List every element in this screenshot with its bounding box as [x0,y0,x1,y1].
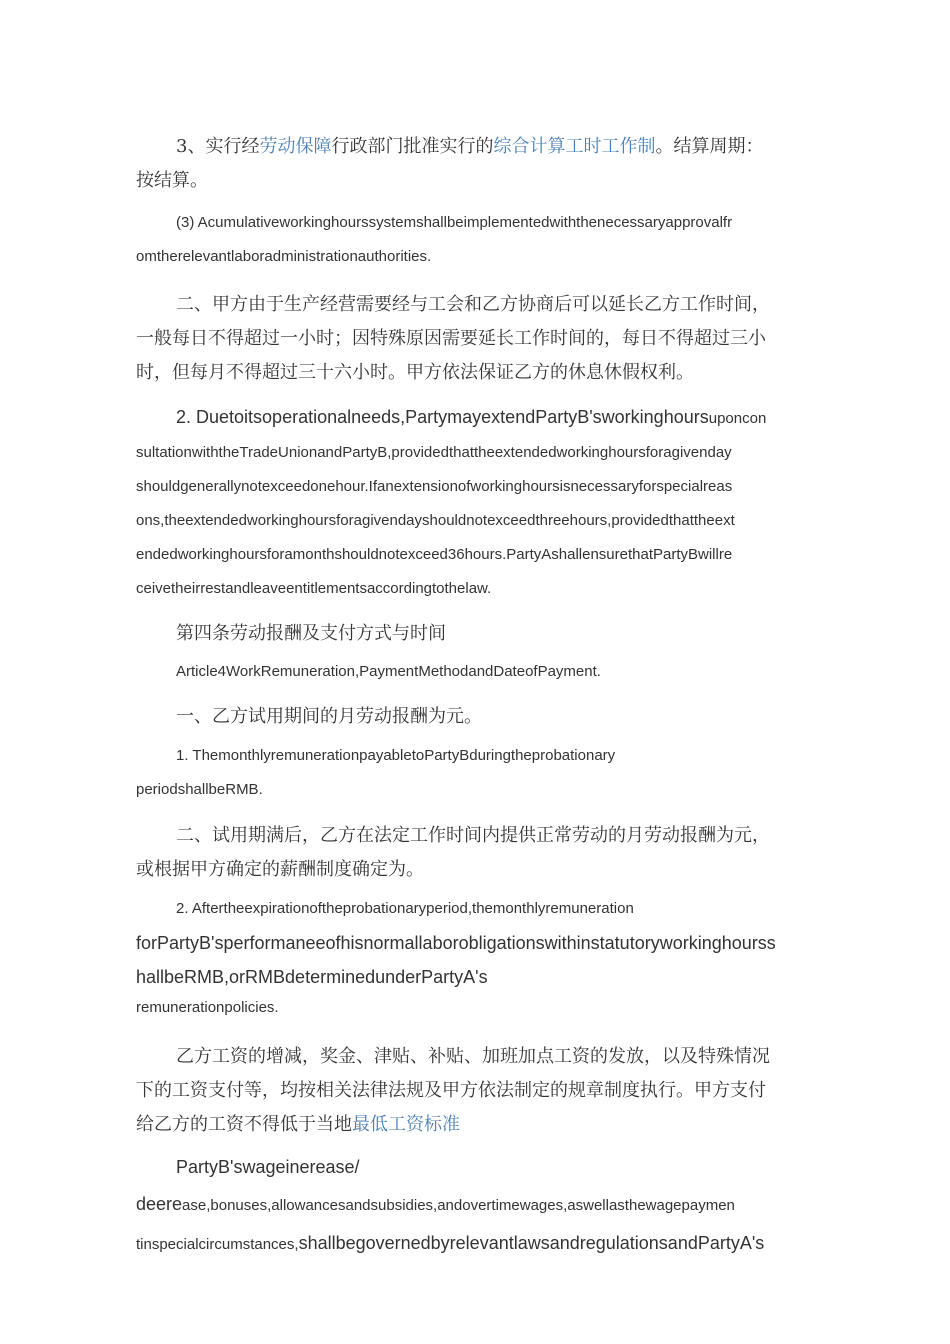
paragraph-line: 或根据甲方确定的薪酬制度确定为。 [136,859,424,880]
paragraph-working-hours-system-en [136,206,816,274]
paragraph-line: 二、试用期满后，乙方在法定工作时间内提供正常劳动的月劳动报酬为元， [176,825,770,846]
paragraph-overtime-en [136,400,816,606]
paragraph-line: 下的工资支付等，均按相关法律法规及甲方依法制定的规章制度执行。甲方支付 [136,1080,766,1101]
paragraph-line [136,1108,816,1142]
labor-security-link[interactable]: 劳动保障 [259,136,332,157]
article-4-heading-en [136,655,816,689]
paragraph-line: 一般每日不得超过一小时；因特殊原因需要延长工作时间的，每日不得超过三小 [136,328,766,349]
paragraph-line: PartyB'swageinerease/ [176,1157,360,1177]
paragraph-line: remunerationpolicies. [136,999,279,1016]
paragraph-line [136,1226,816,1262]
paragraph-line: 二、甲方由于生产经营需要经与工会和乙方协商后可以延长乙方工作时间， [176,294,770,315]
paragraph-line [136,130,816,164]
paragraph-line: endedworkinghoursforamonthshouldnotexceed36hours.PartyAshallensurethatPartyBwillre [136,546,733,563]
comprehensive-hours-link[interactable]: 综合计算工时工作制 [493,136,656,157]
text-segment: ase,bonuses,allowancesandsubsidies,andovertimewages,aswellasthewagepaymen [182,1197,735,1214]
paragraph-line: 乙方工资的增减，奖金、津贴、补贴、加班加点工资的发放，以及特殊情况 [176,1046,770,1067]
paragraph-probation-pay-cn [136,700,816,734]
paragraph-line: sultationwiththeTradeUnionandPartyB,providedthattheextendedworkinghoursforagivenday [136,444,732,461]
paragraph-line: ons,theextendedworkinghoursforagivendayshouldnotexceedthreehours,providedthattheext [136,512,735,529]
paragraph-probation-pay-en [136,739,816,807]
text-segment: tinspecialcircumstances, [136,1236,299,1253]
paragraph-line: 2. Aftertheexpirationoftheprobationaryperiod,themonthlyremuneration [176,900,634,917]
paragraph-line: (3) Acumulativeworkinghourssystemshallbeimplementedwiththenecessaryapprovalfr [176,214,733,231]
paragraph-line: shouldgenerallynotexceedonehour.Ifanextensionofworkinghoursisnecessaryforspecialreas [136,478,733,495]
text-segment: 行政部门批准实行的 [331,136,494,157]
minimum-wage-link[interactable]: 最低工资标准 [352,1114,460,1135]
text-segment: deere [136,1194,183,1214]
paragraph-overtime-cn [136,288,816,390]
paragraph-line: 时，但每月不得超过三十六小时。甲方依法保证乙方的休息休假权利。 [136,362,694,383]
paragraph-line: ceivetheirrestandleaveentitlementsaccordingtothelaw. [136,580,492,597]
paragraph-line: 按结算。 [136,170,208,191]
article-4-heading-cn [136,617,816,651]
paragraph-line [136,400,816,436]
paragraph-post-probation-pay-en [136,892,816,1022]
text-segment: 2. Duetoitsoperationalneeds,PartymayextendPartyB'sworkinghours [176,407,709,427]
paragraph-line: Article4WorkRemuneration,PaymentMethodandDateofPayment. [176,663,601,680]
paragraph-wage-adjustment-cn [136,1040,816,1142]
paragraph-line: 第四条劳动报酬及支付方式与时间 [176,623,446,644]
text-segment: 给乙方的工资不得低于当地 [136,1114,352,1135]
paragraph-line: 1. ThemonthlyremunerationpayabletoPartyBduringtheprobationary [176,747,616,764]
text-segment: uponcon [708,410,767,427]
paragraph-line [136,1184,816,1226]
paragraph-line: 一、乙方试用期间的月劳动报酬为元。 [176,706,482,727]
paragraph-working-hours-system-cn [136,130,816,198]
paragraph-line: omtherelevantlaboradministrationauthorities. [136,248,432,265]
paragraph-line: periodshallbeRMB. [136,781,263,798]
text-segment: 3、实行经 [176,136,260,157]
paragraph-post-probation-pay-cn [136,819,816,887]
text-segment: shallbegovernedbyrelevantlawsandregulationsandPartyA's [298,1233,765,1253]
text-segment: 。结算周期： [655,136,764,157]
paragraph-wage-adjustment-en [136,1150,816,1262]
paragraph-line: forPartyB'sperformaneeofhisnormallaborobligationswithinstatutoryworkinghourss [136,933,776,953]
paragraph-line: hallbeRMB,orRMBdeterminedunderPartyA's [136,967,488,987]
